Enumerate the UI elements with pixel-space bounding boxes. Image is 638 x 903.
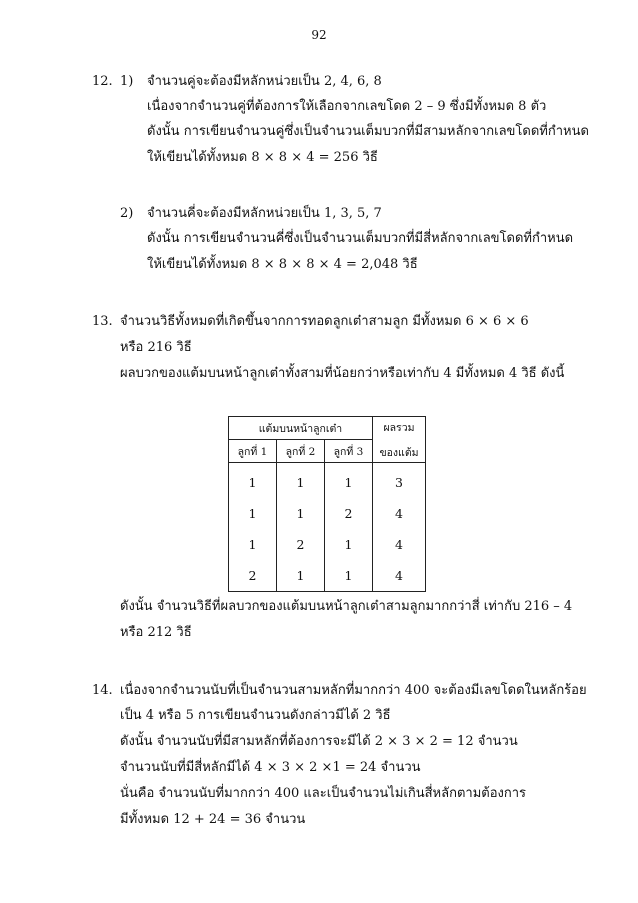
problem-12-sub1-label: 1) bbox=[120, 74, 134, 89]
problem-13-line-2: หรือ 216 วิธี bbox=[120, 340, 192, 355]
column-header-die-1: ลูกที่ 1 bbox=[229, 440, 277, 463]
column-header-die-3: ลูกที่ 3 bbox=[325, 440, 373, 463]
table-cell: 1 bbox=[277, 560, 325, 592]
table-cell: 3 bbox=[373, 463, 426, 499]
problem-12-sub2-line-2: ดังนั้น การเขียนจำนวนคี่ซึ่งเป็นจำนวนเต็มบวกที่มีสี่หลักจากเลขโดดที่กำหนด bbox=[147, 231, 574, 246]
problem-14-number: 14. bbox=[92, 683, 113, 698]
problem-12-sub2-label: 2) bbox=[120, 206, 134, 221]
table-cell: 1 bbox=[277, 498, 325, 529]
problem-13-conclusion-line-1: ดังนั้น จำนวนวิธีที่ผลบวกของแต้มบนหน้าลูกเต๋าสามลูกมากกว่าสี่ เท่ากับ 216 – 4 bbox=[120, 599, 573, 614]
problem-13-line-1: จำนวนวิธีทั้งหมดที่เกิดขึ้นจากการทอดลูกเต๋าสามลูก มีทั้งหมด 6 × 6 × 6 bbox=[120, 314, 529, 329]
problem-12-sub1-line-3: ดังนั้น การเขียนจำนวนคู่ซึ่งเป็นจำนวนเต็มบวกที่มีสามหลักจากเลขโดดที่กำหนด bbox=[147, 124, 589, 139]
table-cell: 4 bbox=[373, 498, 426, 529]
problem-12-sub2-line-3: ให้เขียนได้ทั้งหมด 8 × 8 × 8 × 4 = 2,048 วิธี bbox=[147, 257, 418, 272]
dice-sum-table bbox=[228, 416, 426, 592]
problem-14-line-1: เนื่องจากจำนวนนับที่เป็นจำนวนสามหลักที่มากกว่า 400 จะต้องมีเลขโดดในหลักร้อย bbox=[120, 683, 587, 698]
problem-13-conclusion-line-2: หรือ 212 วิธี bbox=[120, 625, 192, 640]
problem-13-number: 13. bbox=[92, 314, 113, 329]
problem-12-sub2-line-1: จำนวนคี่จะต้องมีหลักหน่วยเป็น 1, 3, 5, 7 bbox=[147, 206, 382, 221]
problem-14-line-6: มีทั้งหมด 12 + 24 = 36 จำนวน bbox=[120, 812, 306, 827]
column-header-die-2: ลูกที่ 2 bbox=[277, 440, 325, 463]
dice-group-header: แต้มบนหน้าลูกเต๋า bbox=[229, 417, 373, 440]
table-cell: 4 bbox=[373, 560, 426, 592]
table-cell: 1 bbox=[229, 463, 277, 499]
problem-14-line-3: ดังนั้น จำนวนนับที่มีสามหลักที่ต้องการจะมีได้ 2 × 3 × 2 = 12 จำนวน bbox=[120, 734, 518, 749]
table-row bbox=[229, 463, 426, 499]
sum-header-line-1: ผลรวม bbox=[383, 421, 415, 434]
table-row bbox=[229, 529, 426, 560]
table-cell: 2 bbox=[229, 560, 277, 592]
table-row bbox=[229, 498, 426, 529]
table-cell: 1 bbox=[325, 463, 373, 499]
problem-12-sub1-line-1: จำนวนคู่จะต้องมีหลักหน่วยเป็น 2, 4, 6, 8 bbox=[147, 74, 382, 89]
table-row bbox=[229, 560, 426, 592]
page-number: 92 bbox=[311, 28, 327, 42]
problem-12-sub1-line-4: ให้เขียนได้ทั้งหมด 8 × 8 × 4 = 256 วิธี bbox=[147, 150, 378, 165]
problem-12-number: 12. bbox=[92, 74, 113, 89]
sum-header-line-2: ของแต้ม bbox=[379, 446, 419, 459]
table-cell: 1 bbox=[229, 529, 277, 560]
problem-12-sub1-line-2: เนื่องจากจำนวนคู่ที่ต้องการให้เลือกจากเลขโดด 2 – 9 ซึ่งมีทั้งหมด 8 ตัว bbox=[147, 99, 547, 114]
table-cell: 1 bbox=[229, 498, 277, 529]
table-cell: 2 bbox=[325, 498, 373, 529]
problem-14-line-2: เป็น 4 หรือ 5 การเขียนจำนวนดังกล่าวมีได้ 2 วิธี bbox=[120, 708, 391, 723]
problem-14-line-4: จำนวนนับที่มีสี่หลักมีได้ 4 × 3 × 2 ×1 = 24 จำนวน bbox=[120, 760, 421, 775]
problem-14-line-5: นั่นคือ จำนวนนับที่มากกว่า 400 และเป็นจำนวนไม่เกินสี่หลักตามต้องการ bbox=[120, 786, 527, 801]
problem-13-line-3: ผลบวกของแต้มบนหน้าลูกเต๋าทั้งสามที่น้อยกว่าหรือเท่ากับ 4 มีทั้งหมด 4 วิธี ดังนี้ bbox=[120, 366, 565, 381]
table-cell: 2 bbox=[277, 529, 325, 560]
table-cell: 4 bbox=[373, 529, 426, 560]
table-cell: 1 bbox=[277, 463, 325, 499]
sum-header bbox=[373, 417, 426, 463]
table-cell: 1 bbox=[325, 560, 373, 592]
table-cell: 1 bbox=[325, 529, 373, 560]
